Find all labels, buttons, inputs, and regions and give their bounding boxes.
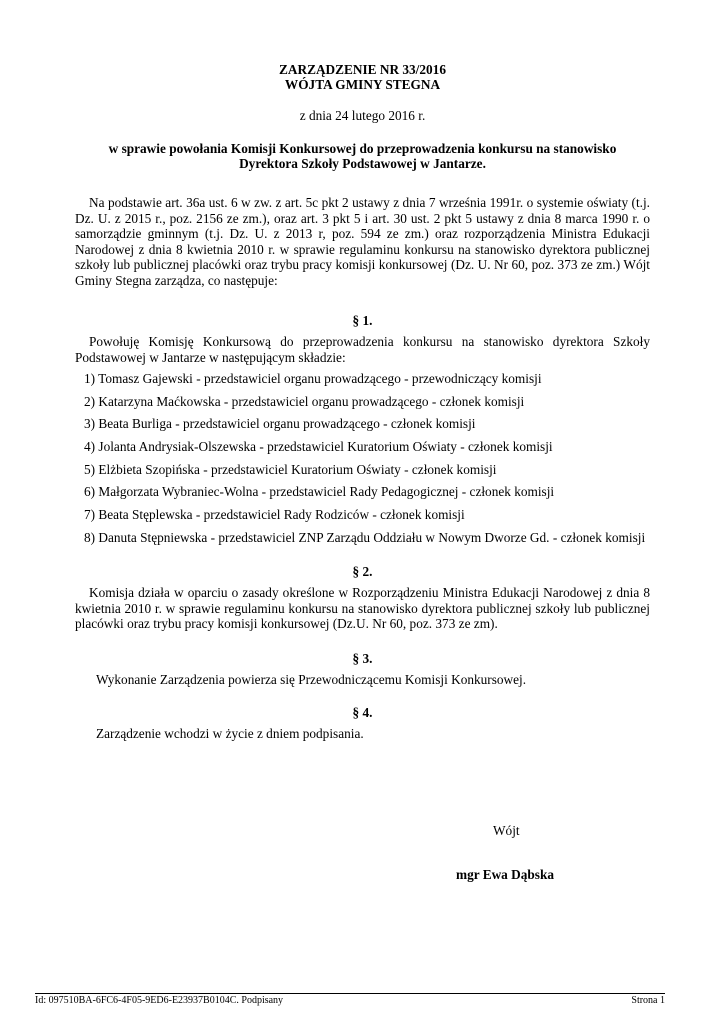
section-1-heading: § 1.	[352, 313, 373, 328]
section-3-text: Wykonanie Zarządzenia powierza się Przewodniczącemu Komisji Konkursowej.	[96, 672, 527, 687]
list-item: 6) Małgorzata Wybraniec-Wolna - przedstawiciel Rady Pedagogicznej - członek komisji	[84, 484, 555, 500]
section-2-heading: § 2.	[352, 564, 373, 579]
section-4-text: Zarządzenie wchodzi w życie z dniem podpisania.	[96, 726, 364, 741]
list-item: 2) Katarzyna Maćkowska - przedstawiciel organu prowadzącego - członek komisji	[84, 393, 525, 409]
signatory-title: Wójt	[493, 823, 520, 838]
section-2-text: Komisja działa w oparciu o zasady określone w Rozporządzeniu Ministra Edukacji Narodowej z dnia 8 kwietnia 2010 r. w sprawie regulaminu konkursu na stanowisko dyrektora publicznej szkoły lub publicznej placówki oraz trybu pracy komisji konkursowej (Dz.U. Nr 60, poz. 373 ze zm).	[75, 585, 650, 632]
signatory-name: mgr Ewa Dąbska	[456, 867, 555, 882]
section-3-heading: § 3.	[352, 651, 373, 666]
subject-line-1: w sprawie powołania Komisji Konkursowej do przeprowadzenia konkursu na stanowisko	[108, 141, 617, 156]
list-item: 3) Beata Burliga - przedstawiciel organu prowadzącego - członek komisji	[84, 416, 476, 432]
footer-document-id: Id: 097510BA-6FC6-4F05-9ED6-E23937B0104C. Podpisany	[35, 995, 284, 1006]
subject-line-2: Dyrektora Szkoły Podstawowej w Jantarze.	[239, 156, 486, 171]
preamble-paragraph: Na podstawie art. 36a ust. 6 w zw. z art. 5c pkt 2 ustawy z dnia 7 września 1991r. o systemie oświaty (t.j. Dz. U. z 2015 r., poz. 2156 ze zm.), oraz art. 3 pkt 5 i art. 30 ust. 2 pkt 5 ustawy z dnia 8 marca 1990 r. o samorządzie gminnym (t.j. Dz. U. z 2013 r, poz. 594 ze zm.) oraz rozporządzenia Ministra Edukacji Narodowej z dnia 8 kwietnia 2010 r. w sprawie regulaminu konkursu na stanowisko dyrektora publicznej szkoły lub publicznej placówki oraz trybu pracy komisji konkursowej (Dz. U. Nr 60, poz. 373 ze zm.) Wójt Gminy Stegna zarządza, co następuje:	[75, 195, 650, 288]
section-4-heading: § 4.	[352, 705, 373, 720]
title-line-1: ZARZĄDZENIE NR 33/2016	[279, 62, 446, 77]
footer-divider	[35, 993, 665, 994]
committee-member-list	[84, 371, 664, 553]
list-item: 7) Beata Stęplewska - przedstawiciel Rady Rodziców - członek komisji	[84, 507, 465, 523]
document-date: z dnia 24 lutego 2016 r.	[299, 108, 426, 123]
document-subject	[60, 141, 665, 171]
document-title	[0, 62, 725, 92]
section-1-intro: Powołuję Komisję Konkursową do przeprowadzenia konkursu na stanowisko dyrektora Szkoły Podstawowej w Jantarze w następującym składzie:	[75, 334, 650, 365]
list-item: 5) Elżbieta Szopińska - przedstawiciel Kuratorium Oświaty - członek komisji	[84, 461, 497, 477]
list-item: 8) Danuta Stępniewska - przedstawiciel ZNP Zarządu Oddziału w Nowym Dworze Gd. - członek komisji	[84, 529, 646, 545]
title-line-2: WÓJTA GMINY STEGNA	[284, 77, 441, 92]
list-item: 1) Tomasz Gajewski - przedstawiciel organu prowadzącego - przewodniczący komisji	[84, 371, 542, 386]
list-item: 4) Jolanta Andrysiak-Olszewska - przedstawiciel Kuratorium Oświaty - członek komisji	[84, 439, 553, 455]
footer-page-number: Strona 1	[631, 995, 665, 1006]
